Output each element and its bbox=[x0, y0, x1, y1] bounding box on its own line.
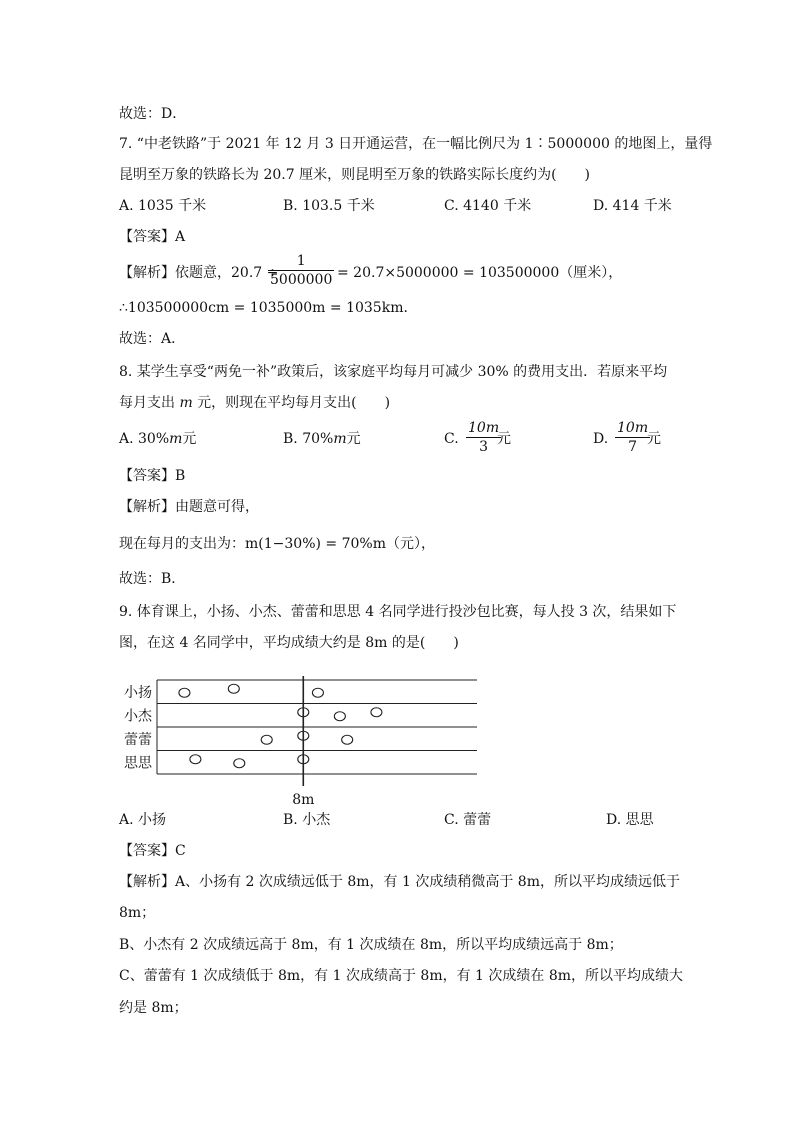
q8-option-a bbox=[119, 429, 196, 449]
q8-option-b-unit: 元 bbox=[346, 431, 361, 447]
q8-option-c-bar bbox=[466, 437, 501, 438]
q8-option-d-fraction bbox=[615, 420, 650, 455]
q8-stem-text-a: 每月支出 bbox=[119, 395, 180, 411]
q8-option-b-label: B. 70% bbox=[283, 431, 334, 447]
q7-fraction-numerator: 1 bbox=[296, 253, 306, 269]
q9-option-a: A. 小扬 bbox=[119, 812, 167, 828]
q7-fraction-denominator: 5000000 bbox=[270, 272, 333, 288]
row-label-2: 蕾蕾 bbox=[124, 731, 152, 748]
throw-point-3-1 bbox=[234, 759, 245, 768]
q8-stem-line2 bbox=[119, 393, 390, 413]
q7-stem-line1: 7. “中老铁路”于 2021 年 12 月 3 日开通运营，在一幅比例尺为 1∶5000000 的地图上，量得 bbox=[119, 136, 713, 152]
q8-answer: 【答案】B bbox=[119, 468, 186, 484]
q9-stem-line2: 图，在这 4 名同学中，平均成绩大约是 8m 的是( ) bbox=[119, 635, 459, 651]
q9-answer: 【答案】C bbox=[119, 843, 186, 859]
q8-option-d-bar bbox=[615, 437, 650, 438]
q8-option-a-label: A. 30% bbox=[119, 431, 170, 447]
q8-stem-line1: 8. 某学生享受“两免一补”政策后，该家庭平均每月可减少 30% 的费用支出．若原来平均 bbox=[119, 364, 668, 380]
q9-option-d: D. 思思 bbox=[606, 812, 654, 828]
q8-stem-var: m bbox=[179, 395, 193, 411]
throw-point-1-0 bbox=[298, 708, 309, 717]
throw-point-0-0 bbox=[179, 688, 190, 697]
throw-point-0-2 bbox=[312, 688, 323, 697]
q7-stem-line2: 昆明至万象的铁路长为 20.7 厘米，则昆明至万象的铁路实际长度约为( ) bbox=[119, 167, 590, 183]
q7-answer: 【答案】A bbox=[119, 229, 186, 245]
q7-option-c: C. 4140 千米 bbox=[444, 198, 532, 214]
q9-analysis-c1: C、蕾蕾有 1 次成绩低于 8m，有 1 次成绩高于 8m，有 1 次成绩在 8m，所以平均成绩大 bbox=[119, 968, 684, 984]
q8-option-d-numerator: 10m bbox=[617, 420, 649, 436]
throw-point-2-0 bbox=[261, 735, 272, 744]
q8-calc-expr: m(1−30%) = 70%m（元）， bbox=[245, 536, 435, 552]
q8-option-b-var: m bbox=[333, 431, 347, 447]
throw-point-0-1 bbox=[228, 684, 239, 693]
q7-analysis-prefix: 【解析】依题意，20.7 ÷ bbox=[119, 265, 279, 281]
q8-option-d-label: D. bbox=[593, 431, 609, 447]
q8-option-a-var: m bbox=[169, 431, 183, 447]
row-label-1: 小杰 bbox=[124, 708, 152, 725]
q8-conclusion: 故选：B． bbox=[119, 571, 186, 587]
reference-label: 8m bbox=[292, 792, 315, 808]
q9-analysis-c2: 约是 8m； bbox=[119, 1000, 188, 1016]
q7-analysis-line2: ∴103500000cm = 1035000m = 1035km． bbox=[119, 300, 418, 316]
q8-option-c-label: C. bbox=[444, 431, 459, 447]
q7-option-a: A. 1035 千米 bbox=[119, 198, 207, 214]
q7-fraction bbox=[268, 253, 334, 288]
q8-analysis: 【解析】由题意可得， bbox=[119, 499, 259, 515]
throw-point-2-2 bbox=[342, 735, 353, 744]
q8-calc bbox=[119, 534, 435, 554]
q8-option-d-unit: 元 bbox=[647, 431, 661, 447]
q7-option-d: D. 414 千米 bbox=[593, 198, 672, 214]
q6-conclusion: 故选：D． bbox=[119, 106, 187, 122]
q8-option-c-fraction bbox=[466, 420, 501, 455]
q9-analysis-a2: 8m； bbox=[119, 905, 156, 921]
q9-option-c: C. 蕾蕾 bbox=[444, 812, 492, 828]
q7-conclusion: 故选：A． bbox=[119, 331, 186, 347]
throw-point-3-2 bbox=[298, 755, 309, 764]
q8-option-c-denominator: 3 bbox=[479, 439, 488, 455]
throw-point-1-1 bbox=[334, 712, 345, 721]
q8-calc-prefix: 现在每月的支出为： bbox=[119, 536, 245, 552]
row-label-3: 思思 bbox=[124, 755, 152, 772]
q8-option-c-numerator: 10m bbox=[468, 420, 500, 436]
q7-fraction-bar bbox=[268, 270, 334, 271]
q7-analysis-suffix: = 20.7×5000000 = 103500000（厘米）， bbox=[337, 265, 623, 281]
row-label-0: 小扬 bbox=[124, 684, 152, 701]
q9-analysis-b: B、小杰有 2 次成绩远高于 8m，有 1 次成绩在 8m，所以平均成绩远高于 8m； bbox=[119, 937, 623, 953]
q9-stem-line1: 9. 体育课上，小扬、小杰、蕾蕾和思思 4 名同学进行投沙包比赛，每人投 3 次，结果如下 bbox=[119, 604, 677, 620]
q8-option-d-denominator: 7 bbox=[628, 439, 637, 455]
q7-option-b: B. 103.5 千米 bbox=[283, 198, 375, 214]
q8-option-b bbox=[283, 429, 361, 449]
throw-point-1-2 bbox=[371, 708, 382, 717]
q9-option-b: B. 小杰 bbox=[283, 812, 331, 828]
throw-point-2-1 bbox=[298, 731, 309, 740]
q8-option-c-unit: 元 bbox=[497, 431, 511, 447]
throw-point-3-0 bbox=[190, 755, 201, 764]
q8-option-a-unit: 元 bbox=[182, 431, 197, 447]
q8-stem-text-b: 元，则现在平均每月支出( ) bbox=[192, 395, 391, 411]
q9-analysis-a1: 【解析】A、小扬有 2 次成绩远低于 8m，有 1 次成绩稍微高于 8m，所以平均成绩远低于 bbox=[119, 874, 680, 890]
